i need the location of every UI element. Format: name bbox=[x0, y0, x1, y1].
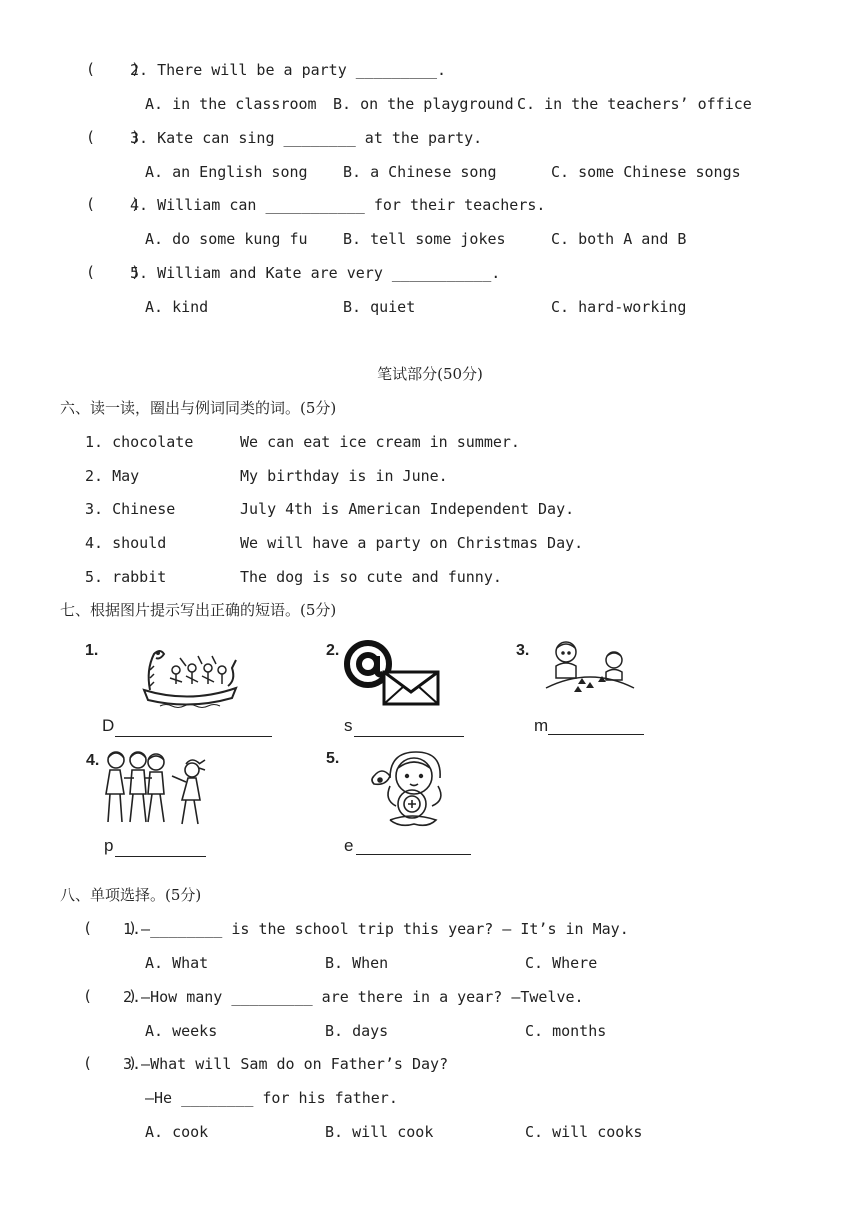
making-zongzi-icon bbox=[544, 636, 636, 708]
option-c: C. months bbox=[525, 1022, 607, 1040]
answer-initial: D bbox=[102, 716, 115, 735]
option-a: A. kind bbox=[145, 298, 209, 316]
option-c: C. will cooks bbox=[525, 1123, 643, 1141]
question-stem: 1.—________ is the school trip this year? — It’s in May. bbox=[123, 920, 629, 938]
option-b: B. on the playground bbox=[333, 95, 514, 113]
question-stem: 5. William and Kate are very ___________. bbox=[130, 264, 501, 282]
option-c: C. both A and B bbox=[551, 230, 687, 248]
answer-line[interactable] bbox=[115, 856, 206, 857]
option-a: A. in the classroom bbox=[145, 95, 317, 113]
answer-paren[interactable]: ( ) bbox=[86, 60, 141, 78]
section-title: 八、单项选择。(5分) bbox=[60, 886, 202, 904]
option-c: C. some Chinese songs bbox=[551, 163, 741, 181]
question-stem: 3. Kate can sing ________ at the party. bbox=[130, 129, 483, 147]
option-b: B. days bbox=[325, 1022, 389, 1040]
option-a: A. weeks bbox=[145, 1022, 218, 1040]
section-title: 七、根据图片提示写出正确的短语。(5分) bbox=[60, 601, 337, 619]
example-word: 2. May bbox=[85, 467, 140, 485]
picture-number: 1. bbox=[85, 642, 99, 659]
option-b: B. tell some jokes bbox=[343, 230, 506, 248]
question-stem: 2.—How many _________ are there in a year? —Twelve. bbox=[123, 988, 584, 1006]
word-sentence[interactable]: My birthday is in June. bbox=[240, 467, 448, 485]
word-sentence[interactable]: July 4th is American Independent Day. bbox=[240, 500, 575, 518]
question-stem: 2. There will be a party _________. bbox=[130, 61, 447, 79]
children-playing-icon bbox=[100, 748, 210, 830]
option-c: C. hard-working bbox=[551, 298, 687, 316]
answer-initial: s bbox=[344, 716, 353, 735]
answer-initial: m bbox=[534, 716, 549, 735]
answer-line[interactable] bbox=[356, 854, 471, 855]
answer-paren[interactable]: ( ) bbox=[86, 128, 141, 146]
word-sentence[interactable]: The dog is so cute and funny. bbox=[240, 568, 502, 586]
answer-paren[interactable]: ( ) bbox=[83, 987, 138, 1005]
answer-initial: p bbox=[104, 836, 114, 855]
option-a: A. cook bbox=[145, 1123, 209, 1141]
example-word: 3. Chinese bbox=[85, 500, 176, 518]
option-c: C. in the teachers’ office bbox=[517, 95, 752, 113]
picture-number: 3. bbox=[516, 642, 530, 659]
dragon-boat-icon bbox=[140, 640, 240, 712]
option-b: B. When bbox=[325, 954, 389, 972]
word-sentence[interactable]: We can eat ice cream in summer. bbox=[240, 433, 520, 451]
section-title: 六、读一读，圈出与例词同类的词。(5分) bbox=[60, 399, 337, 417]
option-b: B. will cook bbox=[325, 1123, 434, 1141]
option-b: B. quiet bbox=[343, 298, 416, 316]
email-icon bbox=[344, 640, 442, 708]
question-stem: 4. William can ___________ for their teachers. bbox=[130, 196, 546, 214]
answer-initial: e bbox=[344, 836, 354, 855]
picture-number: 4. bbox=[86, 752, 100, 769]
answer-line[interactable] bbox=[115, 736, 272, 737]
answer-line[interactable] bbox=[354, 736, 464, 737]
answer-paren[interactable]: ( ) bbox=[86, 263, 141, 281]
option-a: A. do some kung fu bbox=[145, 230, 308, 248]
answer-paren[interactable]: ( ) bbox=[83, 919, 138, 937]
option-b: B. a Chinese song bbox=[343, 163, 497, 181]
picture-number: 2. bbox=[326, 642, 340, 659]
option-c: C. Where bbox=[525, 954, 598, 972]
answer-line[interactable] bbox=[548, 734, 644, 735]
girl-eating-mooncake-icon bbox=[360, 748, 456, 830]
example-word: 1. chocolate bbox=[85, 433, 194, 451]
option-a: A. an English song bbox=[145, 163, 308, 181]
word-sentence[interactable]: We will have a party on Christmas Day. bbox=[240, 534, 584, 552]
example-word: 4. should bbox=[85, 534, 167, 552]
answer-paren[interactable]: ( ) bbox=[83, 1054, 138, 1072]
option-a: A. What bbox=[145, 954, 209, 972]
question-stem: 3.—What will Sam do on Father’s Day? bbox=[123, 1055, 449, 1073]
written-part-title: 笔试部分(50分) bbox=[377, 365, 483, 383]
question-stem-continued: —He ________ for his father. bbox=[145, 1089, 398, 1107]
picture-number: 5. bbox=[326, 750, 340, 767]
example-word: 5. rabbit bbox=[85, 568, 167, 586]
answer-paren[interactable]: ( ) bbox=[86, 195, 141, 213]
